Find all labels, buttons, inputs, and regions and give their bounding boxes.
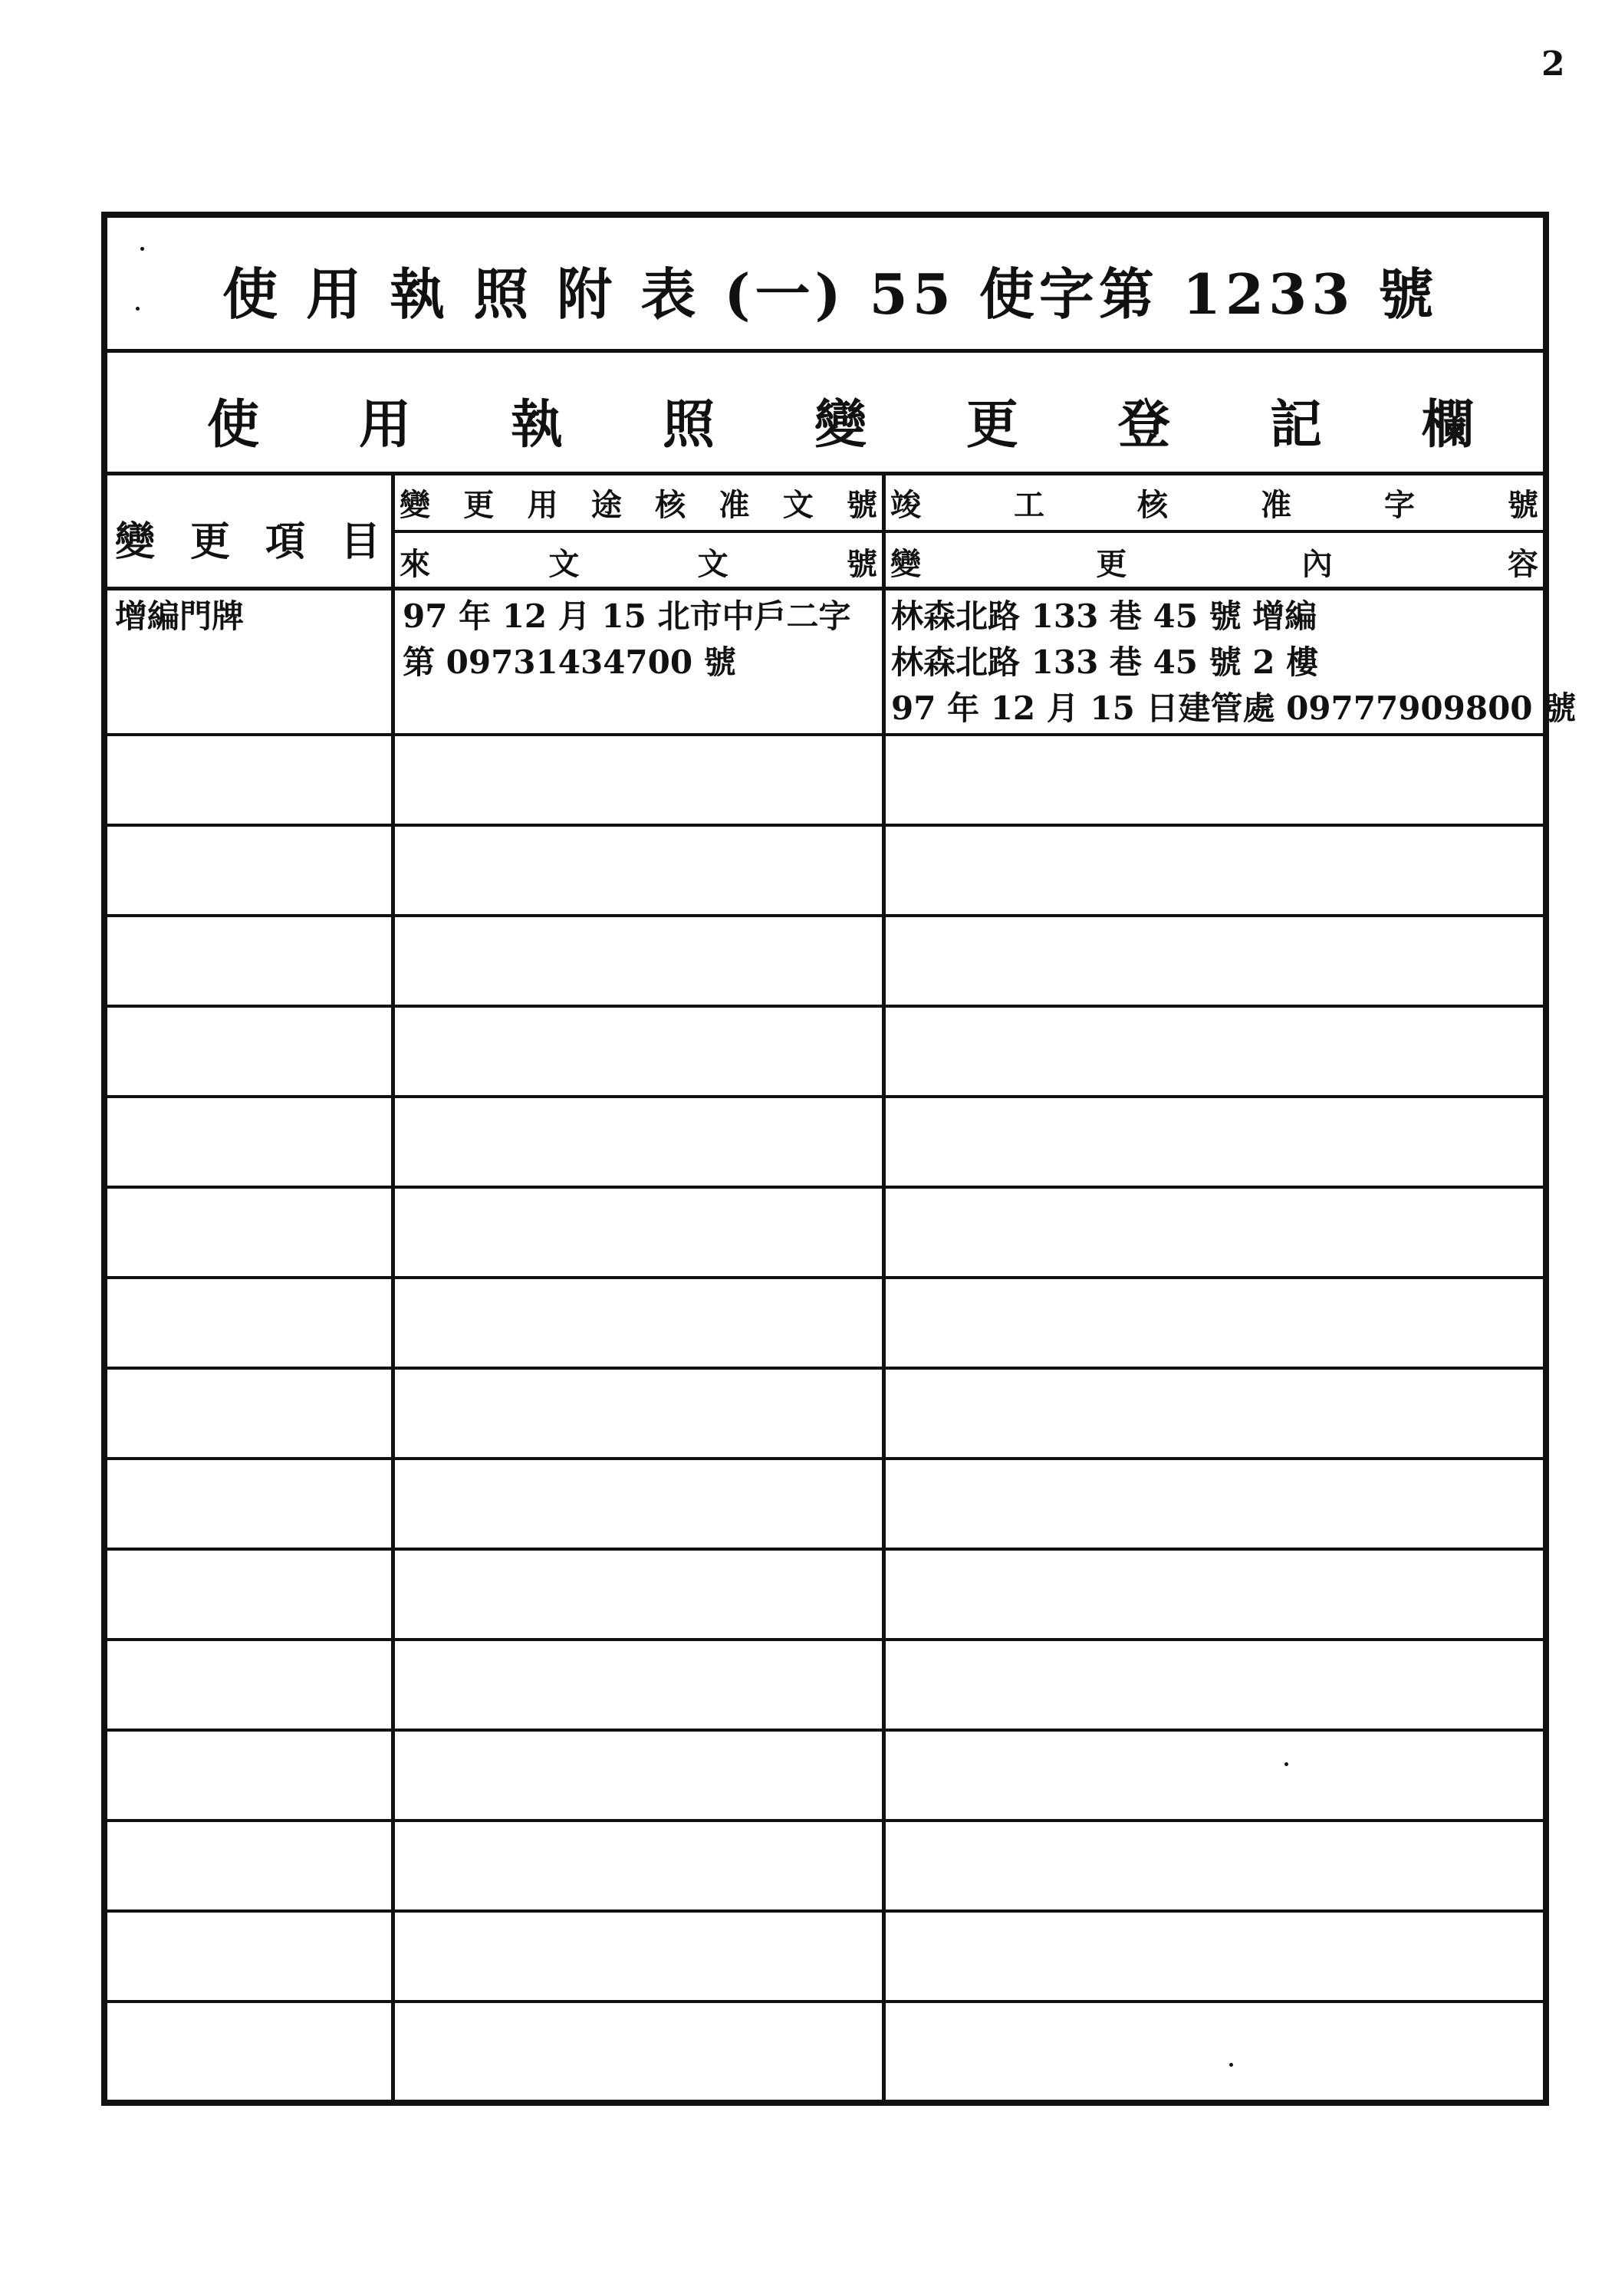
header-char: 目 xyxy=(340,518,380,565)
header-char: 變 xyxy=(890,546,921,582)
table-row xyxy=(107,1732,1543,1822)
header-change-item xyxy=(107,475,395,587)
table-row xyxy=(107,736,1543,827)
scan-speck xyxy=(1229,2063,1233,2067)
title-row xyxy=(107,218,1543,353)
subtitle-char: 登 xyxy=(1117,394,1170,456)
table-body xyxy=(107,590,1577,2100)
subtitle xyxy=(207,383,1474,458)
table-row xyxy=(107,1008,1543,1098)
table-row xyxy=(107,1641,1543,1732)
table-row xyxy=(107,590,1577,736)
table-row xyxy=(107,917,1543,1008)
header-char: 工 xyxy=(1014,487,1044,523)
header-completion-approval-no xyxy=(886,475,1543,533)
header-char: 更 xyxy=(189,518,230,565)
table-row xyxy=(107,1370,1543,1460)
table-row xyxy=(107,1098,1543,1189)
doc-number-cell xyxy=(403,594,878,686)
form-title: 使 用 執 照 附 表 (一) 55 使字第 1233 號 xyxy=(222,262,1439,327)
header-char: 文 xyxy=(697,546,729,582)
table-row xyxy=(107,827,1543,917)
subtitle-char: 使 xyxy=(207,394,260,456)
table-row xyxy=(107,1822,1543,1913)
header-use-change-approval-no xyxy=(395,475,886,533)
header-char: 用 xyxy=(527,487,558,523)
change-content-cell xyxy=(891,594,1577,732)
subtitle-char: 更 xyxy=(965,394,1018,456)
header-char: 核 xyxy=(655,487,686,523)
header-char: 字 xyxy=(1384,487,1415,523)
subtitle-char: 照 xyxy=(662,394,715,456)
header-char: 項 xyxy=(265,518,305,565)
header-char: 號 xyxy=(846,546,877,582)
page-number-mark: 2 xyxy=(1541,44,1565,84)
header-char: 容 xyxy=(1507,546,1538,582)
header-change-content xyxy=(886,533,1543,590)
subtitle-char: 執 xyxy=(510,394,563,456)
subtitle-char: 欄 xyxy=(1421,394,1474,456)
subtitle-char: 用 xyxy=(358,394,411,456)
content-line: 97 年 12 月 15 日建管處 09777909800 號 xyxy=(891,689,1577,727)
header-char: 號 xyxy=(846,487,877,523)
subtitle-char: 記 xyxy=(1269,394,1322,456)
header-char: 內 xyxy=(1301,546,1333,582)
header-char: 途 xyxy=(590,487,622,523)
subtitle-row xyxy=(107,353,1543,475)
scan-speck xyxy=(140,247,144,251)
doc-line: 97 年 12 月 15 北市中戶二字 xyxy=(403,597,851,635)
header-incoming-doc-no xyxy=(395,533,886,590)
header-char: 變 xyxy=(115,518,156,565)
header-char: 文 xyxy=(782,487,814,523)
table-row xyxy=(107,1279,1543,1370)
table-row xyxy=(107,1551,1543,1641)
header-char: 准 xyxy=(719,487,750,523)
table-row xyxy=(107,1189,1543,1279)
header-char: 變 xyxy=(400,487,430,523)
content-line: 林森北路 133 巷 45 號 2 樓 xyxy=(891,643,1319,681)
license-change-form xyxy=(101,212,1577,2106)
header-char: 准 xyxy=(1261,487,1291,523)
header-char: 文 xyxy=(548,546,580,582)
subtitle-char: 變 xyxy=(814,394,867,456)
table-header xyxy=(107,475,1543,590)
table-row xyxy=(107,1460,1543,1551)
table-row xyxy=(107,2003,1543,2100)
header-char: 竣 xyxy=(890,487,921,523)
header-char: 來 xyxy=(400,546,430,582)
header-char: 號 xyxy=(1508,487,1538,523)
scan-speck xyxy=(136,307,140,311)
header-char: 更 xyxy=(463,487,495,523)
content-line: 林森北路 133 巷 45 號 增編 xyxy=(891,597,1317,635)
table-row xyxy=(107,1913,1543,2003)
doc-line: 第 09731434700 號 xyxy=(403,643,736,681)
change-item-cell: 增編門牌 xyxy=(115,597,245,635)
header-char: 更 xyxy=(1096,546,1127,582)
scan-speck xyxy=(1284,1762,1288,1766)
header-char: 核 xyxy=(1137,487,1168,523)
